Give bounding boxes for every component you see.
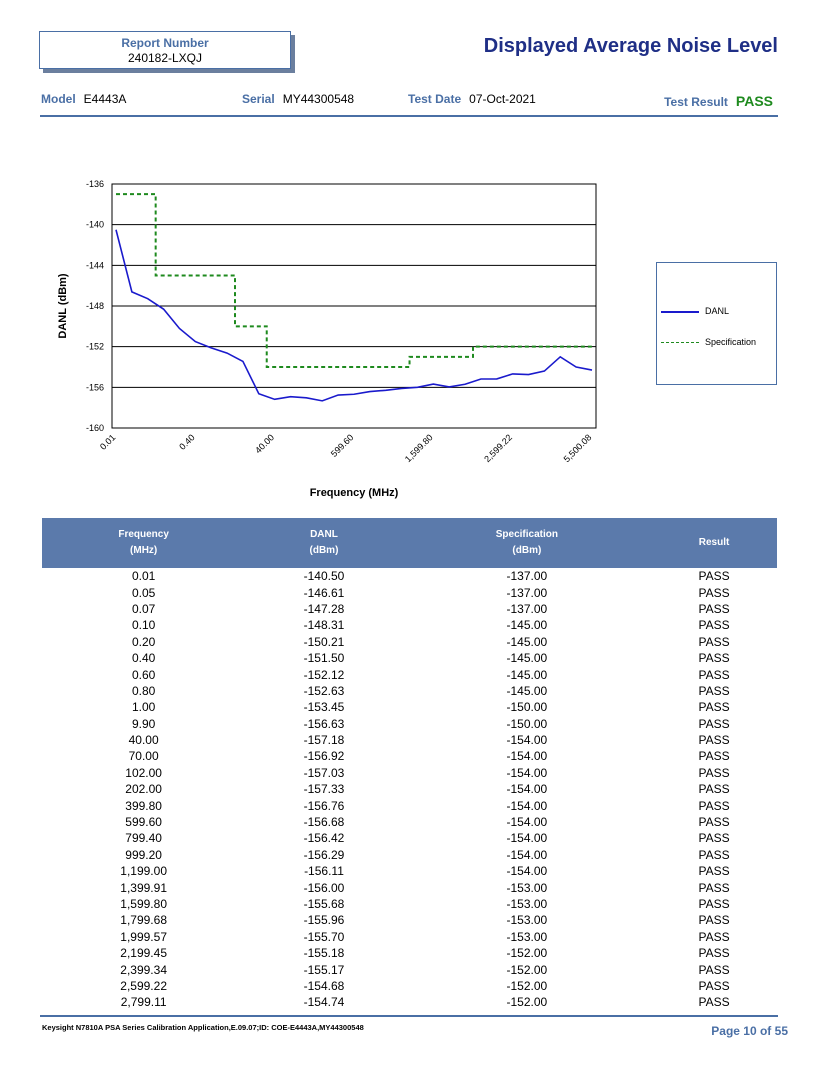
cell-danl: -154.74 [303, 995, 345, 1010]
legend-danl-swatch [661, 311, 699, 313]
y-tick-label: -140 [85, 219, 104, 230]
table-row [42, 699, 777, 715]
report-number-label: Report Number [121, 36, 209, 50]
cell-specification: -153.00 [506, 880, 548, 895]
cell-specification: -154.00 [506, 782, 548, 797]
cell-danl: -156.63 [303, 716, 345, 731]
cell-specification: -145.00 [506, 618, 548, 633]
legend-danl-label: DANL [705, 306, 730, 316]
cell-danl: -140.50 [303, 569, 345, 584]
danl-chart [0, 0, 835, 520]
cell-danl: -156.42 [303, 831, 345, 846]
y-tick-label: -136 [85, 179, 104, 189]
cell-frequency: 599.60 [125, 815, 162, 830]
cell-result: PASS [698, 929, 730, 944]
danl-table [42, 518, 777, 1011]
page-number: Page 10 of 55 [711, 1024, 788, 1038]
cell-danl: -151.50 [303, 651, 345, 666]
cell-result: PASS [698, 733, 730, 748]
cell-result: PASS [698, 946, 730, 961]
cell-frequency: 202.00 [125, 782, 162, 797]
table-row [42, 830, 777, 846]
cell-result: PASS [698, 847, 730, 862]
table-row [42, 748, 777, 764]
cell-specification: -150.00 [506, 716, 548, 731]
table-row [42, 847, 777, 863]
cell-danl: -156.11 [304, 864, 344, 879]
table-row [42, 994, 777, 1010]
cell-danl: -155.17 [303, 962, 345, 977]
table-row [42, 716, 777, 732]
table-row [42, 683, 777, 699]
test-result-value: PASS [735, 93, 773, 109]
model-label: Model [41, 92, 76, 106]
footer-text: Keysight N7810A PSA Series Calibration Application,E.09.07;ID: COE-E4443A,MY44300548 [42, 1023, 364, 1032]
table-row [42, 814, 777, 830]
x-tick-label: 599.60 [328, 432, 356, 459]
table-row [42, 584, 777, 600]
table-row [42, 617, 777, 633]
table-row [42, 912, 777, 928]
cell-specification: -154.00 [506, 765, 548, 780]
cell-result: PASS [698, 962, 730, 977]
cell-danl: -152.63 [303, 683, 345, 698]
cell-specification: -154.00 [506, 749, 548, 764]
cell-danl: -156.92 [303, 749, 345, 764]
cell-frequency: 0.20 [131, 634, 156, 649]
cell-frequency: 2,599.22 [120, 978, 167, 993]
page-title: Displayed Average Noise Level [483, 35, 778, 57]
cell-frequency: 0.05 [131, 585, 156, 600]
y-tick-label: -156 [85, 382, 104, 393]
cell-frequency: 1,999.57 [120, 929, 167, 944]
serial-value: MY44300548 [282, 92, 355, 106]
cell-specification: -153.00 [506, 913, 548, 928]
cell-danl: -156.29 [303, 847, 345, 862]
x-tick-label: 0.40 [177, 432, 197, 452]
cell-result: PASS [698, 815, 730, 830]
col-frequency: Frequency (MHz) [42, 518, 245, 568]
cell-frequency: 0.10 [131, 618, 156, 633]
table-row [42, 781, 777, 797]
cell-specification: -154.00 [506, 831, 548, 846]
cell-frequency: 9.90 [131, 716, 156, 731]
model-value: E4443A [83, 92, 127, 106]
cell-result: PASS [698, 995, 730, 1010]
cell-result: PASS [698, 569, 730, 584]
cell-frequency: 799.40 [125, 831, 162, 846]
cell-specification: -137.00 [506, 585, 548, 600]
cell-specification: -154.00 [506, 733, 548, 748]
cell-danl: -147.28 [303, 601, 345, 616]
table-row [42, 797, 777, 813]
y-tick-label: -144 [85, 260, 104, 271]
cell-danl: -150.21 [303, 634, 345, 649]
table-row [42, 879, 777, 895]
cell-frequency: 1,199.00 [120, 864, 167, 879]
cell-result: PASS [698, 765, 730, 780]
cell-specification: -154.00 [506, 847, 548, 862]
cell-frequency: 1.00 [131, 700, 156, 715]
col-result: Result [651, 518, 777, 568]
table-row [42, 863, 777, 879]
y-axis-label: DANL (dBm) [57, 273, 69, 339]
cell-result: PASS [698, 683, 730, 698]
cell-specification: -152.00 [506, 978, 548, 993]
y-tick-label: -148 [85, 301, 104, 311]
cell-frequency: 2,199.45 [120, 946, 167, 961]
cell-specification: -152.00 [506, 962, 548, 977]
cell-result: PASS [698, 897, 730, 911]
cell-frequency: 102.00 [125, 765, 162, 780]
footer-divider [40, 1015, 778, 1017]
cell-result: PASS [698, 634, 730, 649]
cell-frequency: 2,799.11 [120, 995, 167, 1010]
cell-result: PASS [698, 880, 730, 895]
cell-frequency: 0.80 [131, 683, 156, 698]
table-row [42, 929, 777, 945]
x-tick-label: 40.00 [253, 432, 277, 456]
cell-specification: -145.00 [506, 667, 548, 682]
cell-danl: -146.61 [303, 585, 345, 600]
table-row [42, 978, 777, 994]
cell-specification: -154.00 [506, 798, 548, 813]
cell-frequency: 0.60 [131, 667, 156, 682]
cell-danl: -156.68 [303, 815, 345, 830]
cell-specification: -150.00 [506, 700, 548, 715]
table-row [42, 650, 777, 666]
x-tick-label: 0.01 [97, 432, 118, 452]
cell-frequency: 0.07 [131, 601, 156, 616]
x-tick-label: 1,599.80 [402, 432, 435, 465]
cell-result: PASS [698, 651, 730, 666]
cell-specification: -145.00 [506, 683, 548, 698]
cell-danl: -155.18 [303, 946, 345, 961]
serial-label: Serial [242, 92, 275, 106]
cell-danl: -157.18 [303, 733, 345, 748]
cell-result: PASS [698, 798, 730, 813]
cell-frequency: 70.00 [128, 749, 159, 764]
cell-specification: -152.00 [506, 946, 548, 961]
chart-legend [656, 262, 777, 385]
test-date-value: 07-Oct-2021 [469, 92, 536, 106]
cell-result: PASS [698, 601, 730, 616]
cell-frequency: 1,799.68 [120, 913, 167, 928]
legend-spec-swatch [661, 342, 699, 343]
cell-danl: -155.96 [303, 913, 345, 928]
cell-danl: -156.76 [303, 798, 345, 813]
cell-specification: -137.00 [506, 601, 548, 616]
table-row [42, 896, 777, 912]
cell-specification: -137.00 [506, 569, 548, 584]
cell-result: PASS [698, 585, 730, 600]
legend-spec-label: Specification [705, 337, 757, 347]
col-danl: DANL (dBm) [245, 518, 402, 568]
test-result-label: Test Result [664, 95, 728, 109]
x-tick-label: 5,500.08 [561, 432, 594, 465]
cell-danl: -157.33 [303, 782, 345, 797]
cell-frequency: 2,399.34 [120, 962, 167, 977]
cell-danl: -152.12 [303, 667, 345, 682]
table-header-row [42, 518, 777, 568]
cell-frequency: 0.40 [131, 651, 156, 666]
cell-specification: -152.00 [506, 995, 548, 1010]
table-row [42, 568, 777, 584]
cell-result: PASS [698, 831, 730, 846]
x-axis-label: Frequency (MHz) [309, 487, 399, 499]
test-date-label: Test Date [408, 92, 462, 106]
cell-frequency: 999.20 [125, 847, 162, 862]
x-tick-label: 2,599.22 [482, 432, 515, 465]
cell-result: PASS [698, 913, 730, 928]
cell-result: PASS [698, 782, 730, 797]
cell-result: PASS [698, 716, 730, 731]
cell-specification: -154.00 [506, 815, 548, 830]
table-row [42, 634, 777, 650]
table-row [42, 961, 777, 977]
cell-result: PASS [698, 700, 730, 715]
cell-danl: -157.03 [303, 765, 345, 780]
cell-result: PASS [698, 864, 730, 879]
cell-danl: -155.70 [303, 929, 345, 944]
cell-danl: -155.68 [303, 897, 345, 911]
table-row [42, 601, 777, 617]
cell-specification: -145.00 [506, 651, 548, 666]
report-number-value: 240182-LXQJ [127, 51, 203, 65]
cell-frequency: 1,399.91 [120, 880, 167, 895]
cell-frequency: 1,599.80 [120, 897, 167, 911]
cell-result: PASS [698, 667, 730, 682]
cell-frequency: 40.00 [128, 733, 159, 748]
cell-frequency: 399.80 [125, 798, 162, 813]
y-tick-label: -160 [85, 423, 104, 433]
cell-result: PASS [698, 978, 730, 993]
cell-danl: -156.00 [303, 880, 345, 895]
y-tick-label: -152 [85, 341, 104, 352]
col-specification: Specification (dBm) [403, 518, 651, 568]
table-row [42, 945, 777, 961]
cell-danl: -148.31 [303, 618, 345, 633]
cell-danl: -154.68 [303, 978, 345, 993]
cell-result: PASS [698, 749, 730, 764]
cell-specification: -153.00 [506, 929, 548, 944]
cell-specification: -154.00 [506, 864, 548, 879]
cell-specification: -145.00 [506, 634, 548, 649]
cell-frequency: 0.01 [131, 569, 156, 584]
cell-specification: -153.00 [506, 897, 548, 911]
table-row [42, 666, 777, 682]
table-row [42, 765, 777, 781]
table-row [42, 732, 777, 748]
cell-danl: -153.45 [303, 700, 345, 715]
cell-result: PASS [698, 618, 730, 633]
